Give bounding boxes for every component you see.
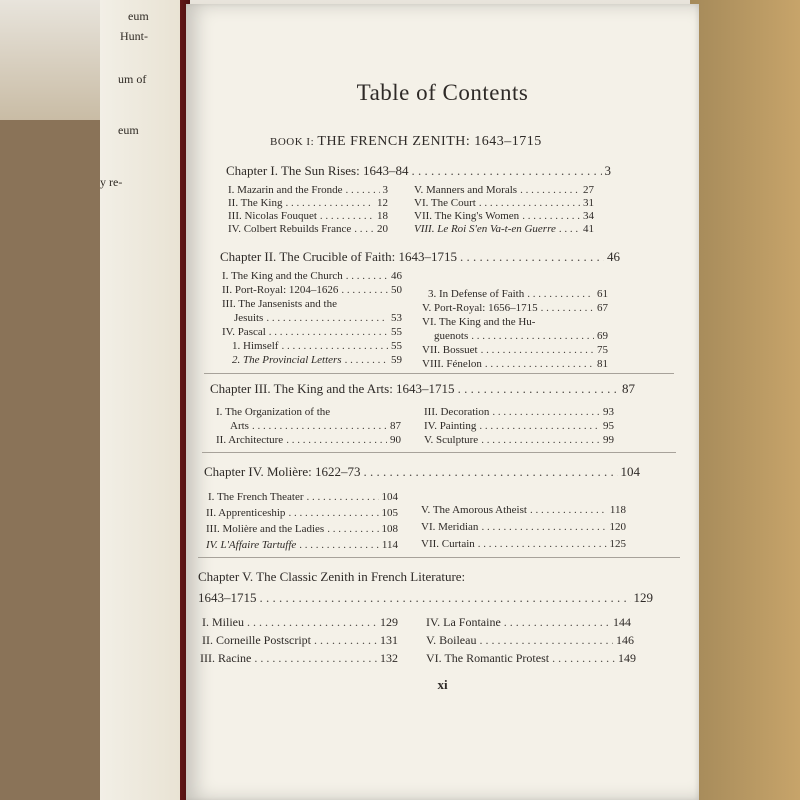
entry-label: II. Port-Royal: 1204–1626 [222, 284, 339, 296]
entry-label: 1. Himself [232, 340, 279, 352]
entry-page: 144 [613, 615, 631, 629]
leader-dots [345, 354, 388, 366]
entry-page: 131 [380, 633, 398, 647]
leader-dots [458, 381, 619, 397]
toc-entry[interactable] [228, 210, 388, 222]
entry-page: 90 [390, 434, 401, 446]
entry-label [206, 539, 296, 551]
entry-label: V. The Amorous Atheist [421, 504, 527, 516]
entry-label: III. Racine [200, 651, 252, 665]
entry-page: 18 [377, 210, 388, 222]
entry-label [232, 354, 342, 366]
toc-entry[interactable] [422, 358, 608, 370]
chapter-heading[interactable] [226, 163, 611, 179]
leader-dots [269, 326, 388, 338]
toc-entry[interactable] [414, 210, 594, 222]
entry-label: IV. Painting [424, 420, 477, 432]
page-title: Table of Contents [356, 80, 529, 105]
leader-dots [481, 521, 606, 533]
toc-entry[interactable] [424, 434, 614, 446]
entry-page: 108 [381, 523, 398, 535]
book-title: THE FRENCH ZENITH: 1643–1715 [317, 134, 542, 149]
entry-page: 27 [583, 184, 594, 196]
entry-label: I. The Organization of the [216, 406, 331, 418]
left-page-fragment: Hunt- [120, 29, 148, 43]
toc-entry[interactable] [421, 538, 626, 550]
chapter-heading[interactable] [220, 249, 620, 265]
entry-label: III. Decoration [424, 406, 490, 418]
entry-label: Chapter III. The King and the Arts: 1643–1715 [210, 381, 455, 396]
book-heading [270, 134, 542, 150]
toc-entry[interactable] [426, 651, 636, 666]
leader-dots [354, 223, 374, 235]
entry-page: 104 [381, 491, 398, 503]
leader-dots [485, 358, 594, 370]
entry-label-italic: 2. The Provincial Letters [232, 354, 342, 366]
entry-label: guenots [434, 330, 469, 342]
toc-entry[interactable] [426, 633, 634, 648]
leader-dots [527, 288, 594, 300]
leader-dots [254, 651, 377, 666]
entry-label: II. Corneille Postscript [202, 633, 311, 647]
entry-label: III. Nicolas Fouquet [228, 210, 317, 222]
chapter-heading-continued[interactable] [198, 590, 653, 606]
toc-entry[interactable] [200, 651, 398, 666]
entry-label: I. The French Theater [208, 491, 304, 503]
toc-entry[interactable] [234, 312, 402, 324]
entry-label: V. Manners and Morals [414, 184, 518, 196]
entry-page: 61 [597, 288, 608, 300]
entry-page: 69 [597, 330, 608, 342]
leader-dots [346, 270, 388, 282]
leader-dots [266, 312, 388, 324]
entry-label: V. Port-Royal: 1656–1715 [422, 302, 538, 314]
entry-label: 3. In Defense of Faith [428, 288, 525, 300]
entry-label: I. Milieu [202, 615, 244, 629]
leader-dots [481, 434, 600, 446]
chapter-heading[interactable] [210, 381, 635, 397]
entry-page: 20 [377, 223, 388, 235]
entry-label: III. Molière and the Ladies [206, 523, 325, 535]
leader-dots [260, 590, 631, 606]
entry-page: 67 [597, 302, 608, 314]
leader-dots [481, 344, 594, 356]
toc-entry[interactable] [422, 316, 608, 328]
entry-page: 55 [391, 326, 402, 338]
entry-page: 105 [381, 507, 398, 519]
entry-page: 46 [607, 249, 620, 264]
entry-page: 31 [583, 197, 594, 209]
toc-entry[interactable] [421, 504, 626, 516]
left-page-fragment: y re- [100, 175, 123, 189]
leader-dots [299, 539, 379, 551]
entry-page: 53 [391, 312, 402, 324]
leader-dots [341, 284, 388, 296]
entry-label: I. Mazarin and the Fronde [228, 184, 343, 196]
toc-entry[interactable] [228, 197, 388, 209]
background-right [690, 0, 800, 800]
entry-page: 50 [391, 284, 402, 296]
entry-label: II. Architecture [216, 434, 284, 446]
toc-entry[interactable] [208, 491, 398, 503]
entry-label: IV. Pascal [222, 326, 266, 338]
chapter-heading[interactable]: Chapter V. The Classic Zenith in French Literature: [198, 569, 466, 584]
leader-dots [520, 184, 580, 196]
left-page-fragment: um of [118, 72, 147, 86]
entry-label: Chapter IV. Molière: 1622–73 [204, 464, 361, 479]
entry-page: 34 [583, 210, 594, 222]
entry-label: VII. The King's Women [414, 210, 520, 222]
entry-label: IV. Colbert Rebuilds France [228, 223, 352, 235]
entry-page: 75 [597, 344, 608, 356]
leader-dots [530, 504, 607, 516]
leader-dots [471, 330, 594, 342]
left-page [100, 0, 180, 800]
entry-label: VII. Curtain [421, 538, 475, 550]
entry-page: 87 [622, 381, 635, 396]
toc-entry[interactable] [206, 523, 398, 535]
toc-entry[interactable] [206, 507, 398, 519]
entry-label: VII. Bossuet [422, 344, 478, 356]
toc-entry[interactable] [222, 326, 402, 338]
toc-entry[interactable] [216, 406, 401, 418]
leader-dots [281, 340, 388, 352]
toc-entry[interactable] [202, 633, 398, 648]
toc-entry[interactable] [230, 420, 401, 432]
toc-entry[interactable] [414, 197, 594, 209]
toc-page [186, 4, 699, 800]
leader-dots [285, 197, 374, 209]
entry-page: 146 [616, 633, 634, 647]
leader-dots [327, 523, 378, 535]
entry-label: VI. The Court [414, 197, 476, 209]
entry-page: 3 [382, 184, 388, 196]
leader-dots [314, 633, 377, 648]
entry-page: 55 [391, 340, 402, 352]
toc-entry[interactable] [222, 270, 402, 282]
entry-page: 129 [380, 615, 398, 629]
toc-entry[interactable] [422, 302, 608, 314]
leader-dots [286, 434, 387, 446]
entry-page: 125 [609, 538, 626, 550]
toc-entry[interactable] [414, 184, 594, 196]
entry-page: 118 [609, 504, 626, 516]
entry-page: 12 [377, 197, 388, 209]
leader-dots [541, 302, 594, 314]
leader-dots [552, 651, 615, 666]
leader-dots [522, 210, 580, 222]
toc-entry[interactable] [422, 344, 608, 356]
toc-entry[interactable] [228, 184, 388, 196]
toc-entry[interactable] [421, 521, 626, 533]
entry-page: 59 [391, 354, 402, 366]
entry-label: 1643–1715 [198, 590, 257, 605]
entry-label: IV. La Fontaine [426, 615, 501, 629]
leader-dots [460, 249, 604, 265]
leader-dots [479, 197, 580, 209]
entry-page: 149 [618, 651, 636, 665]
toc-entry[interactable] [202, 615, 398, 630]
entry-page: 93 [603, 406, 614, 418]
entry-label-italic: VIII. Le Roi S'en Va-t-en Guerre [414, 223, 556, 235]
entry-label: VI. Meridian [421, 521, 479, 533]
leader-dots [252, 420, 387, 432]
book-label: BOOK I: [270, 136, 315, 148]
section-rule [204, 373, 674, 374]
toc-entry[interactable] [232, 354, 402, 366]
toc-entry[interactable] [426, 615, 631, 630]
left-page-fragment: eum [118, 123, 139, 137]
entry-page: 104 [620, 464, 640, 479]
leader-dots [479, 633, 613, 648]
entry-label: Jesuits [234, 312, 264, 324]
toc-entry[interactable] [206, 539, 398, 551]
entry-label: VI. The Romantic Protest [426, 651, 550, 665]
leader-dots [307, 491, 379, 503]
entry-label: III. The Jansenists and the [222, 298, 337, 310]
chapter-title: Chapter I. The Sun Rises: 1643–84 [226, 163, 409, 178]
leader-dots [247, 615, 377, 630]
toc-entry[interactable] [228, 223, 388, 235]
entry-page: 95 [603, 420, 614, 432]
leader-dots [411, 163, 601, 179]
entry-label: Arts [230, 420, 249, 432]
entry-label: V. Sculpture [424, 434, 479, 446]
left-page-fragment: eum [128, 9, 149, 23]
toc-entry[interactable] [232, 340, 402, 352]
chapter-page: 3 [604, 163, 611, 178]
entry-page: 99 [603, 434, 614, 446]
entry-label: V. Boileau [426, 633, 477, 647]
leader-dots [320, 210, 374, 222]
entry-label: II. The King [228, 197, 283, 209]
toc-entry[interactable] [424, 406, 614, 418]
toc-entry[interactable] [414, 223, 594, 235]
entry-page: 129 [633, 590, 653, 605]
entry-page: 114 [381, 539, 398, 551]
entry-page: 87 [390, 420, 401, 432]
chapter-heading[interactable] [204, 464, 640, 480]
entry-page: 81 [597, 358, 608, 370]
page-number: xi [437, 677, 448, 692]
entry-page: 132 [380, 651, 398, 665]
toc-entry[interactable] [428, 288, 608, 300]
entry-label: Chapter II. The Crucible of Faith: 1643–1715 [220, 249, 457, 264]
entry-label [414, 223, 556, 235]
section-rule [198, 557, 680, 558]
entry-page: 120 [609, 521, 626, 533]
section-rule [202, 452, 676, 453]
toc-entry[interactable] [216, 434, 401, 446]
entry-label-italic: IV. L'Affaire Tartuffe [206, 539, 297, 551]
toc-entry[interactable] [222, 298, 402, 310]
toc-entry[interactable] [434, 330, 608, 342]
leader-dots [559, 223, 580, 235]
leader-dots [479, 420, 600, 432]
leader-dots [346, 184, 380, 196]
entry-label: VI. The King and the Hu- [422, 316, 536, 328]
leader-dots [504, 615, 610, 630]
entry-label: VIII. Fénelon [422, 358, 482, 370]
toc-entry[interactable] [222, 284, 402, 296]
leader-dots [478, 538, 607, 550]
toc-entry[interactable] [424, 420, 614, 432]
entry-label: II. Apprenticeship [206, 507, 286, 519]
entry-label: I. The King and the Church [222, 270, 343, 282]
leader-dots [363, 464, 617, 480]
leader-dots [288, 507, 378, 519]
entry-page: 46 [391, 270, 402, 282]
leader-dots [492, 406, 600, 418]
entry-page: 41 [583, 223, 594, 235]
